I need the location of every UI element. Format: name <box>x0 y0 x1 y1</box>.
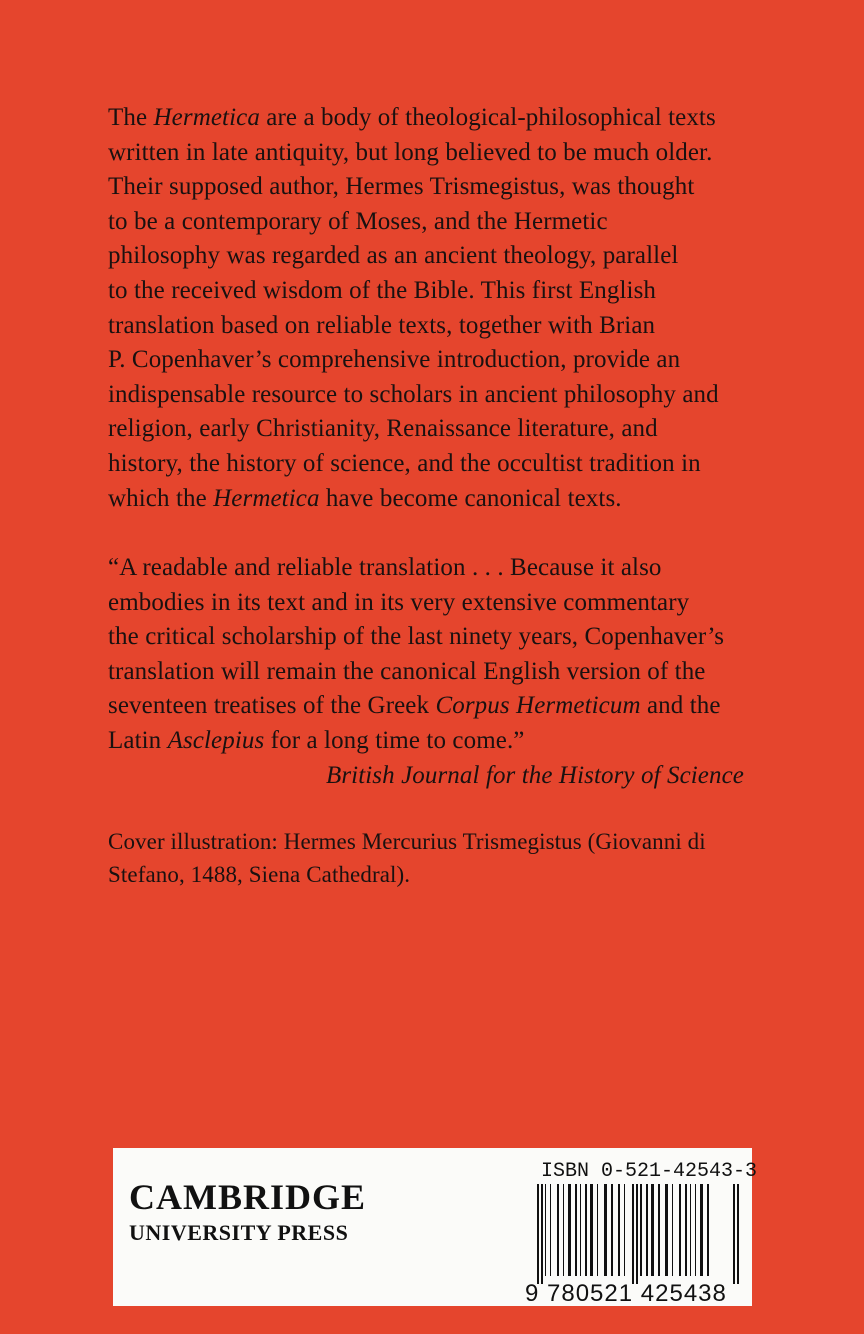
text-span: history, the history of science, and the occultist tradition in <box>108 449 701 477</box>
text-line <box>108 170 758 205</box>
italic-title: Hermetica <box>213 484 320 512</box>
barcode <box>535 1184 743 1284</box>
barcode-bar <box>685 1184 687 1276</box>
barcode-bar <box>733 1184 735 1284</box>
barcode-bar <box>665 1184 668 1276</box>
text-span: religion, early Christianity, Renaissance literature, and <box>108 415 658 443</box>
barcode-bar <box>632 1184 634 1284</box>
text-line <box>108 724 758 759</box>
text-line <box>108 309 758 344</box>
text-span: philosophy was regarded as an ancient theology, parallel <box>108 242 679 270</box>
barcode-bar <box>737 1184 739 1284</box>
text-line <box>108 239 758 274</box>
description-paragraph <box>108 101 758 516</box>
text-line <box>108 101 758 136</box>
text-span: written in late antiquity, but long believed to be much older. <box>108 138 713 166</box>
cover-caption <box>108 825 758 891</box>
text-span: Their supposed author, Hermes Trismegistus, was thought <box>108 173 695 201</box>
text-span: and the <box>640 692 721 720</box>
barcode-bar <box>550 1184 551 1276</box>
barcode-bar <box>651 1184 654 1276</box>
barcode-digits: 9 780521 425438 <box>525 1280 727 1307</box>
text-span: Latin <box>108 726 168 754</box>
text-span: are a body of theological-philosophical texts <box>259 104 716 131</box>
text-span: for a long time to come.” <box>264 726 525 754</box>
barcode-bar <box>597 1184 598 1276</box>
publisher-logo-subtitle: UNIVERSITY PRESS <box>129 1220 349 1245</box>
text-line <box>108 378 758 413</box>
barcode-bar <box>646 1184 648 1276</box>
barcode-bar <box>707 1184 709 1276</box>
italic-title: Asclepius <box>167 726 265 754</box>
publisher-panel <box>113 1148 758 1307</box>
text-span: to the received wisdom of the Bible. This first English <box>108 276 657 304</box>
text-line <box>108 482 758 517</box>
barcode-bar <box>557 1184 559 1276</box>
text-line <box>108 274 758 309</box>
isbn-label: ISBN 0-521-42543-3 <box>541 1160 758 1183</box>
text-span: have become canonical texts. <box>319 484 622 512</box>
barcode-bar <box>679 1184 681 1276</box>
text-line <box>108 343 758 378</box>
italic-title: Hermetica <box>153 104 260 131</box>
barcode-bar <box>545 1184 546 1276</box>
barcode-bar <box>575 1184 577 1276</box>
barcode-bar <box>690 1184 691 1276</box>
barcode-bar <box>537 1184 539 1284</box>
text-span: “A readable and reliable translation . . . Because it also <box>108 554 662 581</box>
barcode-bar <box>618 1184 620 1276</box>
barcode-bar <box>611 1184 613 1276</box>
barcode-bar <box>604 1184 607 1276</box>
text-line <box>108 412 758 447</box>
text-span: embodies in its text and in its very extensive commentary <box>108 588 690 616</box>
barcode-bar <box>695 1184 696 1276</box>
barcode-bar <box>568 1184 571 1276</box>
text-span: Stefano, 1488, Siena Cathedral). <box>108 862 411 887</box>
text-span: P. Copenhaver’s comprehensive introduction, provide an <box>108 346 681 374</box>
text-line <box>108 136 758 171</box>
text-line <box>108 620 758 655</box>
text-span: translation will remain the canonical English version of the <box>108 657 706 685</box>
review-quote-text <box>108 551 758 759</box>
text-line <box>108 825 758 858</box>
text-span: the critical scholarship of the last ninety years, Copenhaver’s <box>108 623 725 651</box>
barcode-bar <box>580 1184 581 1276</box>
barcode-bar <box>563 1184 564 1276</box>
review-quote <box>108 551 758 793</box>
text-span: indispensable resource to scholars in ancient philosophy and <box>108 380 719 408</box>
barcode-bar <box>658 1184 660 1276</box>
barcode-bar <box>672 1184 673 1276</box>
text-line <box>108 858 758 891</box>
barcode-bar <box>585 1184 587 1276</box>
italic-title: Corpus Hermeticum <box>435 692 641 720</box>
text-span: Cover illustration: Hermes Mercurius Trismegistus (Giovanni di <box>108 829 706 854</box>
barcode-bar <box>590 1184 593 1276</box>
text-line <box>108 551 758 586</box>
text-line <box>108 447 758 482</box>
text-span: translation based on reliable texts, together with Brian <box>108 311 656 339</box>
barcode-bar <box>640 1184 642 1276</box>
barcode-bar <box>541 1184 543 1284</box>
text-line <box>108 689 758 724</box>
review-attribution: British Journal for the History of Science <box>325 761 744 789</box>
text-span: which the <box>108 484 214 512</box>
text-span: The <box>108 104 154 131</box>
text-line <box>108 205 758 240</box>
publisher-logo-name: CAMBRIDGE <box>129 1177 367 1217</box>
text-span: to be a contemporary of Moses, and the Hermetic <box>108 207 608 235</box>
barcode-bar <box>624 1184 625 1276</box>
text-line <box>108 586 758 621</box>
text-span: seventeen treatises of the Greek <box>108 692 436 720</box>
barcode-bar <box>636 1184 638 1284</box>
text-line <box>108 655 758 690</box>
barcode-bar <box>700 1184 703 1276</box>
